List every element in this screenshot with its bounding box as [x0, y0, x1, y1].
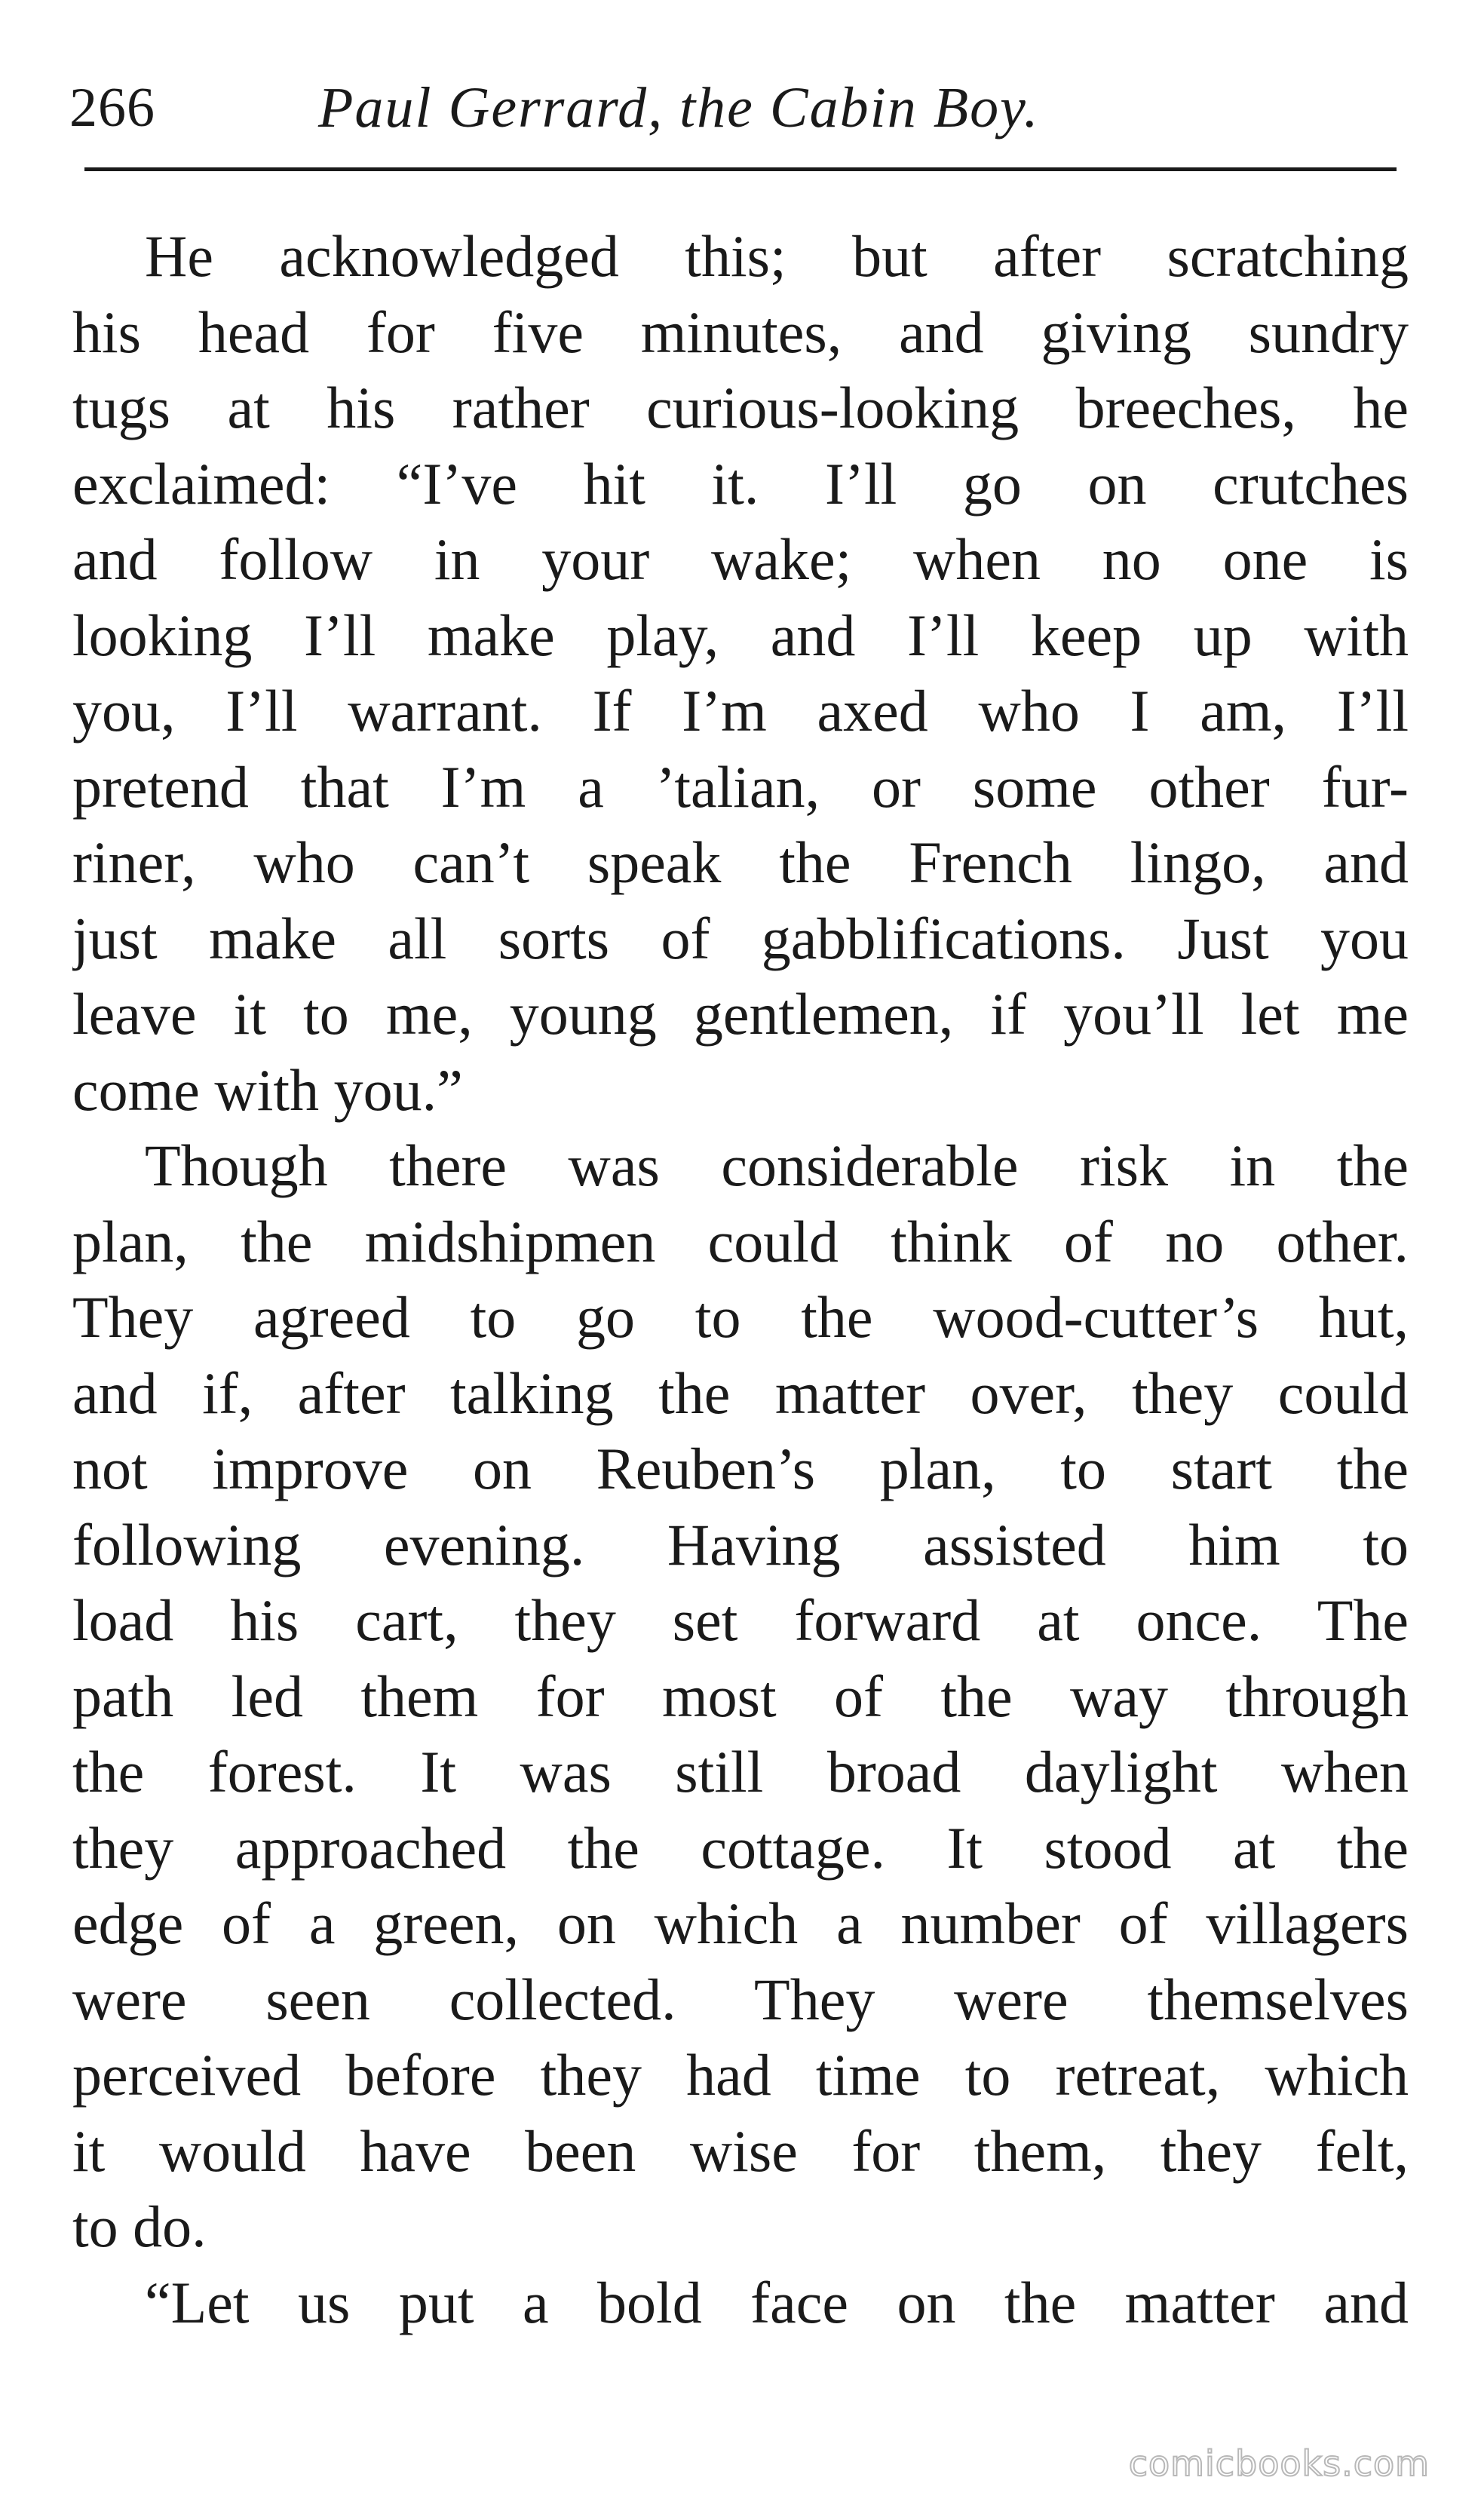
page-number: 266	[69, 77, 155, 139]
text-line: Though there was considerable risk in the	[145, 1133, 1409, 1198]
text-line: exclaimed: “I’ve hit it. I’ll go on crutches	[72, 450, 1409, 517]
text-line: looking I’ll make play, and I’ll keep up with	[72, 602, 1409, 668]
header-rule	[84, 167, 1397, 171]
text-line: and if, after talking the matter over, they could	[72, 1360, 1409, 1426]
text-line: following evening. Having assisted him to	[72, 1511, 1409, 1578]
text-line: not improve on Reuben’s plan, to start the	[72, 1436, 1409, 1501]
running-title: Paul Gerrard, the Cabin Boy.	[318, 76, 1040, 140]
text-line: edge of a green, on which a number of villagers	[72, 1890, 1409, 1956]
text-line: it would have been wise for them, they felt,	[72, 2117, 1409, 2184]
text-line: and follow in your wake; when no one is	[72, 526, 1409, 592]
running-head	[69, 66, 1412, 149]
text-line: pretend that I’m a ’talian, or some other fur-	[72, 753, 1409, 820]
text-line: load his cart, they set forward at once. The	[72, 1587, 1409, 1653]
text-line: you, I’ll warrant. If I’m axed who I am, I’ll	[72, 678, 1409, 744]
text-line: just make all sorts of gabblifications. Just you	[72, 905, 1409, 971]
text-line: plan, the midshipmen could think of no other.	[72, 1208, 1409, 1274]
paragraph	[72, 2265, 1409, 2341]
text-line: the forest. It was still broad daylight when	[72, 1739, 1409, 1804]
text-line: “Let us put a bold face on the matter and	[145, 2269, 1409, 2335]
text-line: perceived before they had time to retreat, which	[72, 2042, 1409, 2108]
text-line: They agreed to go to the wood-cutter’s hut,	[72, 1284, 1409, 1350]
text-line: they approached the cottage. It stood at the	[72, 1814, 1409, 1881]
text-line: his head for five minutes, and giving sundry	[72, 299, 1409, 365]
paragraph	[72, 1128, 1409, 2265]
text-line: to do.	[72, 2194, 207, 2259]
text-line: riner, who can’t speak the French lingo, and	[72, 829, 1409, 895]
paragraph	[72, 219, 1409, 1128]
text-line: were seen collected. They were themselves	[72, 1966, 1409, 2032]
body-text	[72, 219, 1409, 2341]
text-line: path led them for most of the way through	[72, 1663, 1409, 1729]
watermark: comicbooks.com	[1128, 2443, 1430, 2484]
text-line: leave it to me, young gentlemen, if you’ll let me	[72, 981, 1409, 1047]
text-line: come with you.”	[72, 1056, 463, 1123]
text-line: He acknowledged this; but after scratching	[145, 223, 1409, 289]
text-line: tugs at his rather curious-looking breeches, he	[72, 375, 1409, 440]
